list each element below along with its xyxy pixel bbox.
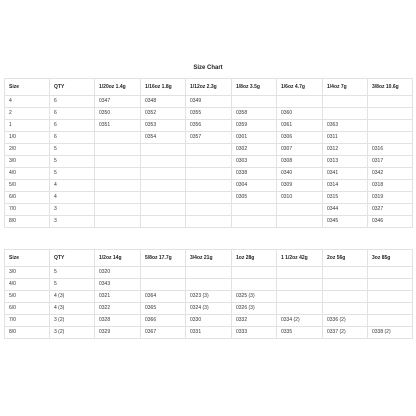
part-number-cell: 0317 [368, 156, 413, 168]
table-row [5, 315, 413, 327]
size-cell: 3/0 [5, 267, 50, 279]
part-number-cell: 0327 [368, 204, 413, 216]
column-header: Size [5, 250, 50, 267]
part-number-cell: 0352 [141, 108, 186, 120]
table-row [5, 144, 413, 156]
part-number-cell: 0355 [186, 108, 232, 120]
part-number-cell: 0309 [277, 180, 323, 192]
part-number-cell: 0312 [323, 144, 368, 156]
part-number-cell: 0343 [95, 279, 141, 291]
column-header: 1/20oz 1.4g [95, 79, 141, 96]
size-cell: 1 [5, 120, 50, 132]
part-number-cell [95, 168, 141, 180]
table-row [5, 303, 413, 315]
part-number-cell: 0347 [95, 96, 141, 108]
column-header: QTY [50, 79, 95, 96]
part-number-cell [277, 96, 323, 108]
column-header: 1/4oz 7g [323, 79, 368, 96]
part-number-cell [368, 108, 413, 120]
part-number-cell: 0323 (3) [186, 291, 232, 303]
part-number-cell: 0340 [277, 168, 323, 180]
part-number-cell: 0322 [95, 303, 141, 315]
part-number-cell [323, 108, 368, 120]
part-number-cell: 0310 [277, 192, 323, 204]
part-number-cell [368, 96, 413, 108]
part-number-cell [232, 279, 277, 291]
size-chart-table-small [4, 78, 413, 228]
column-header: 1oz 28g [232, 250, 277, 267]
part-number-cell: 0330 [186, 315, 232, 327]
part-number-cell: 0332 [232, 315, 277, 327]
qty-cell: 4 (3) [50, 291, 95, 303]
qty-cell: 3 [50, 204, 95, 216]
table-row [5, 279, 413, 291]
part-number-cell [141, 180, 186, 192]
part-number-cell [186, 279, 232, 291]
column-header: 1/6oz 4.7g [277, 79, 323, 96]
part-number-cell: 0351 [95, 120, 141, 132]
table-row [5, 168, 413, 180]
part-number-cell: 0337 (2) [323, 327, 368, 339]
qty-cell: 6 [50, 120, 95, 132]
part-number-cell [186, 144, 232, 156]
size-cell: 1/0 [5, 132, 50, 144]
size-cell: 4/0 [5, 279, 50, 291]
size-cell: 2/0 [5, 144, 50, 156]
part-number-cell: 0367 [141, 327, 186, 339]
part-number-cell [95, 180, 141, 192]
part-number-cell: 0318 [368, 180, 413, 192]
table-row [5, 291, 413, 303]
part-number-cell [368, 279, 413, 291]
column-header: 1/8oz 3.5g [232, 79, 277, 96]
column-header: 1/12oz 2.3g [186, 79, 232, 96]
part-number-cell [232, 204, 277, 216]
qty-cell: 5 [50, 267, 95, 279]
part-number-cell: 0336 (2) [323, 315, 368, 327]
part-number-cell [141, 192, 186, 204]
part-number-cell: 0363 [323, 120, 368, 132]
part-number-cell: 0326 (3) [232, 303, 277, 315]
part-number-cell [368, 291, 413, 303]
column-header: 3oz 85g [368, 250, 413, 267]
part-number-cell [141, 216, 186, 228]
part-number-cell: 0349 [186, 96, 232, 108]
qty-cell: 4 (3) [50, 303, 95, 315]
part-number-cell [186, 216, 232, 228]
part-number-cell: 0333 [232, 327, 277, 339]
part-number-cell [232, 216, 277, 228]
table-row [5, 156, 413, 168]
part-number-cell: 0311 [323, 132, 368, 144]
part-number-cell [277, 216, 323, 228]
part-number-cell: 0361 [277, 120, 323, 132]
size-cell: 6/0 [5, 303, 50, 315]
part-number-cell: 0306 [277, 132, 323, 144]
part-number-cell [141, 204, 186, 216]
qty-cell: 3 [50, 216, 95, 228]
size-cell: 3/0 [5, 156, 50, 168]
part-number-cell [141, 144, 186, 156]
part-number-cell: 0356 [186, 120, 232, 132]
table-row [5, 192, 413, 204]
part-number-cell: 0353 [141, 120, 186, 132]
part-number-cell [277, 279, 323, 291]
part-number-cell [186, 156, 232, 168]
part-number-cell: 0359 [232, 120, 277, 132]
size-cell: 7/0 [5, 315, 50, 327]
part-number-cell: 0329 [95, 327, 141, 339]
part-number-cell [95, 192, 141, 204]
part-number-cell: 0342 [368, 168, 413, 180]
table-row [5, 327, 413, 339]
part-number-cell [368, 132, 413, 144]
column-header: 1/2oz 14g [95, 250, 141, 267]
part-number-cell [323, 267, 368, 279]
part-number-cell [141, 168, 186, 180]
table-row [5, 96, 413, 108]
qty-cell: 6 [50, 132, 95, 144]
part-number-cell [277, 291, 323, 303]
part-number-cell: 0344 [323, 204, 368, 216]
part-number-cell [323, 291, 368, 303]
column-header: 1 1/2oz 42g [277, 250, 323, 267]
part-number-cell [277, 303, 323, 315]
column-header: Size [5, 79, 50, 96]
qty-cell: 5 [50, 144, 95, 156]
qty-cell: 4 [50, 192, 95, 204]
part-number-cell [368, 120, 413, 132]
part-number-cell: 0316 [368, 144, 413, 156]
part-number-cell [277, 267, 323, 279]
part-number-cell [186, 267, 232, 279]
part-number-cell: 0348 [141, 96, 186, 108]
part-number-cell: 0366 [141, 315, 186, 327]
part-number-cell [323, 96, 368, 108]
qty-cell: 6 [50, 96, 95, 108]
part-number-cell [277, 204, 323, 216]
part-number-cell: 0328 [95, 315, 141, 327]
column-header: 3/8oz 10.6g [368, 79, 413, 96]
part-number-cell [141, 156, 186, 168]
column-header: 2oz 56g [323, 250, 368, 267]
part-number-cell [186, 180, 232, 192]
part-number-cell: 0331 [186, 327, 232, 339]
part-number-cell [232, 267, 277, 279]
size-cell: 5/0 [5, 180, 50, 192]
size-cell: 7/0 [5, 204, 50, 216]
part-number-cell: 0350 [95, 108, 141, 120]
part-number-cell: 0365 [141, 303, 186, 315]
part-number-cell: 0314 [323, 180, 368, 192]
table-row [5, 267, 413, 279]
table-row [5, 204, 413, 216]
part-number-cell: 0324 (3) [186, 303, 232, 315]
table-row [5, 180, 413, 192]
size-cell: 8/0 [5, 216, 50, 228]
part-number-cell [186, 204, 232, 216]
size-cell: 8/0 [5, 327, 50, 339]
part-number-cell [323, 303, 368, 315]
part-number-cell: 0315 [323, 192, 368, 204]
part-number-cell: 0346 [368, 216, 413, 228]
qty-cell: 6 [50, 108, 95, 120]
size-cell: 6/0 [5, 192, 50, 204]
qty-cell: 3 (2) [50, 315, 95, 327]
part-number-cell: 0338 (2) [368, 327, 413, 339]
part-number-cell [141, 279, 186, 291]
part-number-cell: 0325 (3) [232, 291, 277, 303]
part-number-cell: 0308 [277, 156, 323, 168]
part-number-cell [232, 96, 277, 108]
part-number-cell [95, 156, 141, 168]
part-number-cell: 0301 [232, 132, 277, 144]
table-header-row [5, 250, 413, 267]
part-number-cell [186, 192, 232, 204]
table-row [5, 216, 413, 228]
part-number-cell: 0341 [323, 168, 368, 180]
size-cell: 4 [5, 96, 50, 108]
part-number-cell: 0319 [368, 192, 413, 204]
part-number-cell [95, 216, 141, 228]
table-row [5, 108, 413, 120]
table-row [5, 132, 413, 144]
size-cell: 5/0 [5, 291, 50, 303]
part-number-cell [368, 267, 413, 279]
qty-cell: 5 [50, 279, 95, 291]
part-number-cell [186, 168, 232, 180]
part-number-cell: 0304 [232, 180, 277, 192]
qty-cell: 3 (2) [50, 327, 95, 339]
part-number-cell: 0360 [277, 108, 323, 120]
size-cell: 2 [5, 108, 50, 120]
part-number-cell [95, 132, 141, 144]
qty-cell: 5 [50, 156, 95, 168]
part-number-cell: 0335 [277, 327, 323, 339]
part-number-cell: 0321 [95, 291, 141, 303]
part-number-cell: 0305 [232, 192, 277, 204]
part-number-cell: 0357 [186, 132, 232, 144]
part-number-cell [141, 267, 186, 279]
part-number-cell [95, 204, 141, 216]
part-number-cell: 0364 [141, 291, 186, 303]
part-number-cell [368, 315, 413, 327]
column-header: 1/16oz 1.8g [141, 79, 186, 96]
part-number-cell: 0358 [232, 108, 277, 120]
part-number-cell: 0345 [323, 216, 368, 228]
qty-cell: 5 [50, 168, 95, 180]
part-number-cell: 0320 [95, 267, 141, 279]
part-number-cell [95, 144, 141, 156]
part-number-cell: 0302 [232, 144, 277, 156]
table-header-row [5, 79, 413, 96]
part-number-cell: 0313 [323, 156, 368, 168]
column-header: QTY [50, 250, 95, 267]
part-number-cell: 0334 (2) [277, 315, 323, 327]
table-row [5, 120, 413, 132]
part-number-cell: 0307 [277, 144, 323, 156]
page-title: Size Chart [193, 65, 223, 71]
part-number-cell: 0354 [141, 132, 186, 144]
size-chart-table-large [4, 249, 413, 339]
qty-cell: 4 [50, 180, 95, 192]
size-cell: 4/0 [5, 168, 50, 180]
column-header: 5/8oz 17.7g [141, 250, 186, 267]
part-number-cell: 0338 [232, 168, 277, 180]
part-number-cell [368, 303, 413, 315]
part-number-cell [323, 279, 368, 291]
part-number-cell: 0303 [232, 156, 277, 168]
column-header: 3/4oz 21g [186, 250, 232, 267]
